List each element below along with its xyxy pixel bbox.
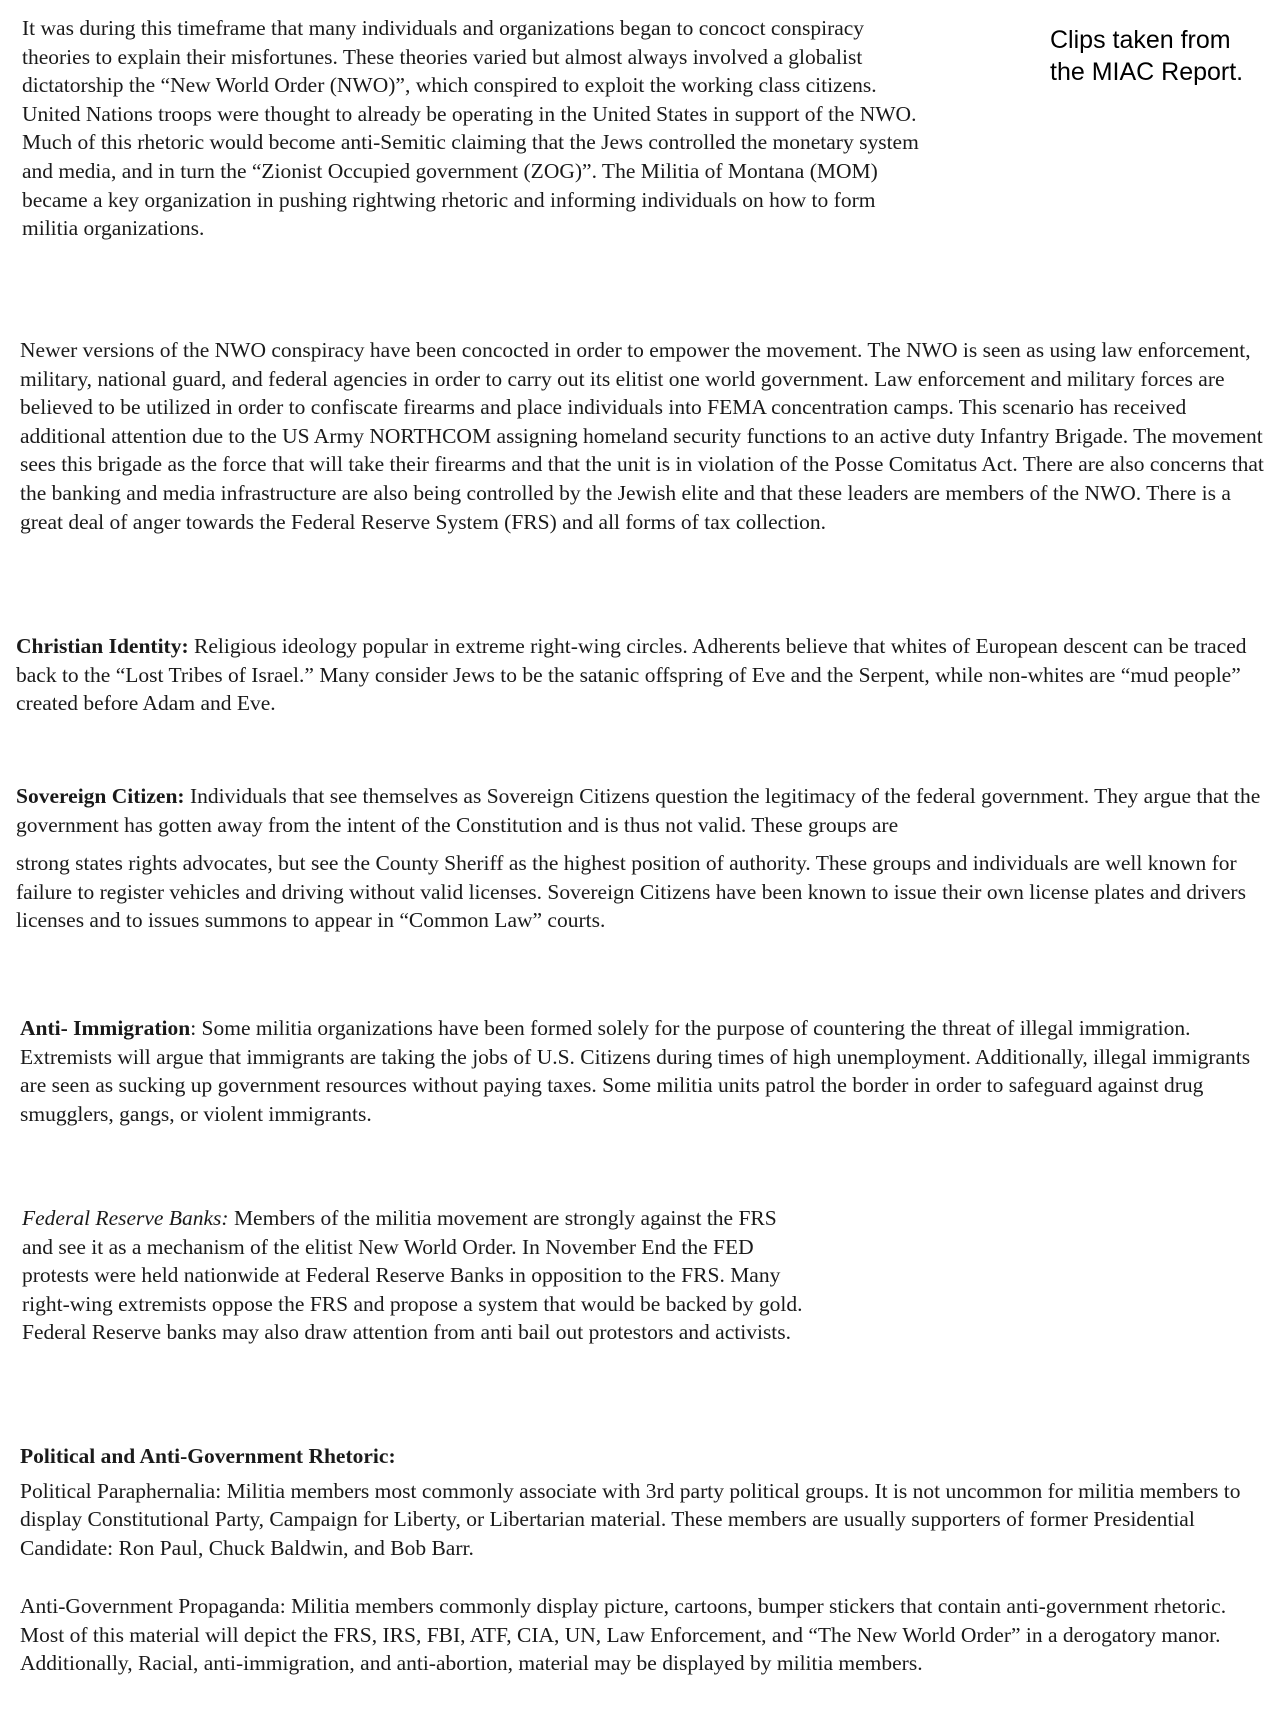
paragraph-federal-reserve bbox=[22, 1204, 812, 1347]
paragraph-nwo: Newer versions of the NWO conspiracy have been concocted in order to empower the movement. The NWO is seen as using law enforcement, military, national guard, and federal agencies in order to carry out its elitist one world government. Law enforcement and military forces are believed to be utilized in order to confiscate firearms and place individuals into FEMA concentration camps. This scenario has received additional attention due to the US Army NORTHCOM assigning homeland security functions to an active duty Infantry Brigade. The movement sees this brigade as the force that will take their firearms and that the unit is in violation of the Posse Comitatus Act. There are also concerns that the banking and media infrastructure are also being controlled by the Jewish elite and that these leaders are members of the NWO. There is a great deal of anger towards the Federal Reserve System (FRS) and all forms of tax collection. bbox=[20, 338, 1264, 534]
term-christian-identity: Christian Identity: bbox=[16, 634, 189, 658]
source-note bbox=[1050, 24, 1270, 88]
term-anti-immigration: Anti- Immigration bbox=[20, 1016, 191, 1040]
text-sovereign-citizen-2: strong states rights advocates, but see the County Sheriff as the highest position of authority. These groups and individuals are well known for failure to register vehicles and driving without valid licenses. Sovereign Citizens have been known to issue their own license plates and drivers licenses and to issues summons to appear in “Common Law” courts. bbox=[16, 851, 1246, 933]
text-christian-identity: Religious ideology popular in extreme right-wing circles. Adherents believe that whites of European descent can be traced back to the “Lost Tribes of Israel.” Many consider Jews to be the satanic offspring of Eve and the Serpent, while non-whites are “mud people” created before Adam and Eve. bbox=[16, 634, 1247, 716]
source-note-line-1: Clips taken from bbox=[1050, 26, 1231, 54]
heading-political-rhetoric: Political and Anti-Government Rhetoric: bbox=[20, 1444, 396, 1468]
paragraph-sovereign-citizen bbox=[16, 782, 1271, 935]
paragraph-anti-government-propaganda: Anti-Government Propaganda: Militia members commonly display picture, cartoons, bumper stickers that contain anti-government rhetoric. Most of this material will depict the FRS, IRS, FBI, ATF, CIA, UN, Law Enforcement, and “The New World Order” in a derogatory manor. Additionally, Racial, anti-immigration, and anti-abortion, material may be displayed by militia members. bbox=[20, 1594, 1227, 1676]
text-federal-reserve: Members of the militia movement are strongly against the FRS and see it as a mechanism of the elitist New World Order. In November End the FED protests were held nationwide at Federal Reserve Banks in opposition to the FRS. Many right-wing extremists oppose the FRS and propose a system that would be backed by gold. Federal Reserve banks may also draw attention from anti bail out protestors and activists. bbox=[22, 1206, 803, 1345]
term-federal-reserve: Federal Reserve Banks: bbox=[22, 1206, 229, 1230]
paragraph-intro: It was during this timeframe that many individuals and organizations began to concoct conspiracy theories to explain their misfortunes. These theories varied but almost always involved a globalist dictatorship the “New World Order (NWO)”, which conspired to exploit the working class citizens. United Nations troops were thought to already be operating in the United States in support of the NWO. Much of this rhetoric would become anti-Semitic claiming that the Jews controlled the monetary system and media, and in turn the “Zionist Occupied government (ZOG)”. The Militia of Montana (MOM) became a key organization in pushing rightwing rhetoric and informing individuals on how to form militia organizations. bbox=[22, 16, 919, 241]
text-sovereign-citizen-1: Individuals that see themselves as Sovereign Citizens question the legitimacy of the federal government. They argue that the government has gotten away from the intent of the Constitution and is thus not valid. These groups are bbox=[16, 784, 1261, 837]
paragraph-anti-immigration bbox=[20, 1014, 1275, 1128]
section-political-rhetoric bbox=[20, 1442, 1275, 1562]
paragraph-christian-identity bbox=[16, 632, 1271, 718]
term-sovereign-citizen: Sovereign Citizen: bbox=[16, 784, 185, 808]
text-anti-immigration: : Some militia organizations have been formed solely for the purpose of countering the threat of illegal immigration. Extremists will argue that immigrants are taking the jobs of U.S. Citizens during times of high unemployment. Additionally, illegal immigrants are seen as sucking up government resources without paying taxes. Some militia units patrol the border in order to safeguard against drug smugglers, gangs, or violent immigrants. bbox=[20, 1016, 1251, 1126]
source-note-line-2: the MIAC Report. bbox=[1050, 58, 1244, 86]
text-political-paraphernalia: Political Paraphernalia: Militia members most commonly associate with 3rd party political groups. It is not uncommon for militia members to display Constitutional Party, Campaign for Liberty, or Libertarian material. These members are usually supporters of former Presidential Candidate: Ron Paul, Chuck Baldwin, and Bob Barr. bbox=[20, 1478, 1241, 1560]
